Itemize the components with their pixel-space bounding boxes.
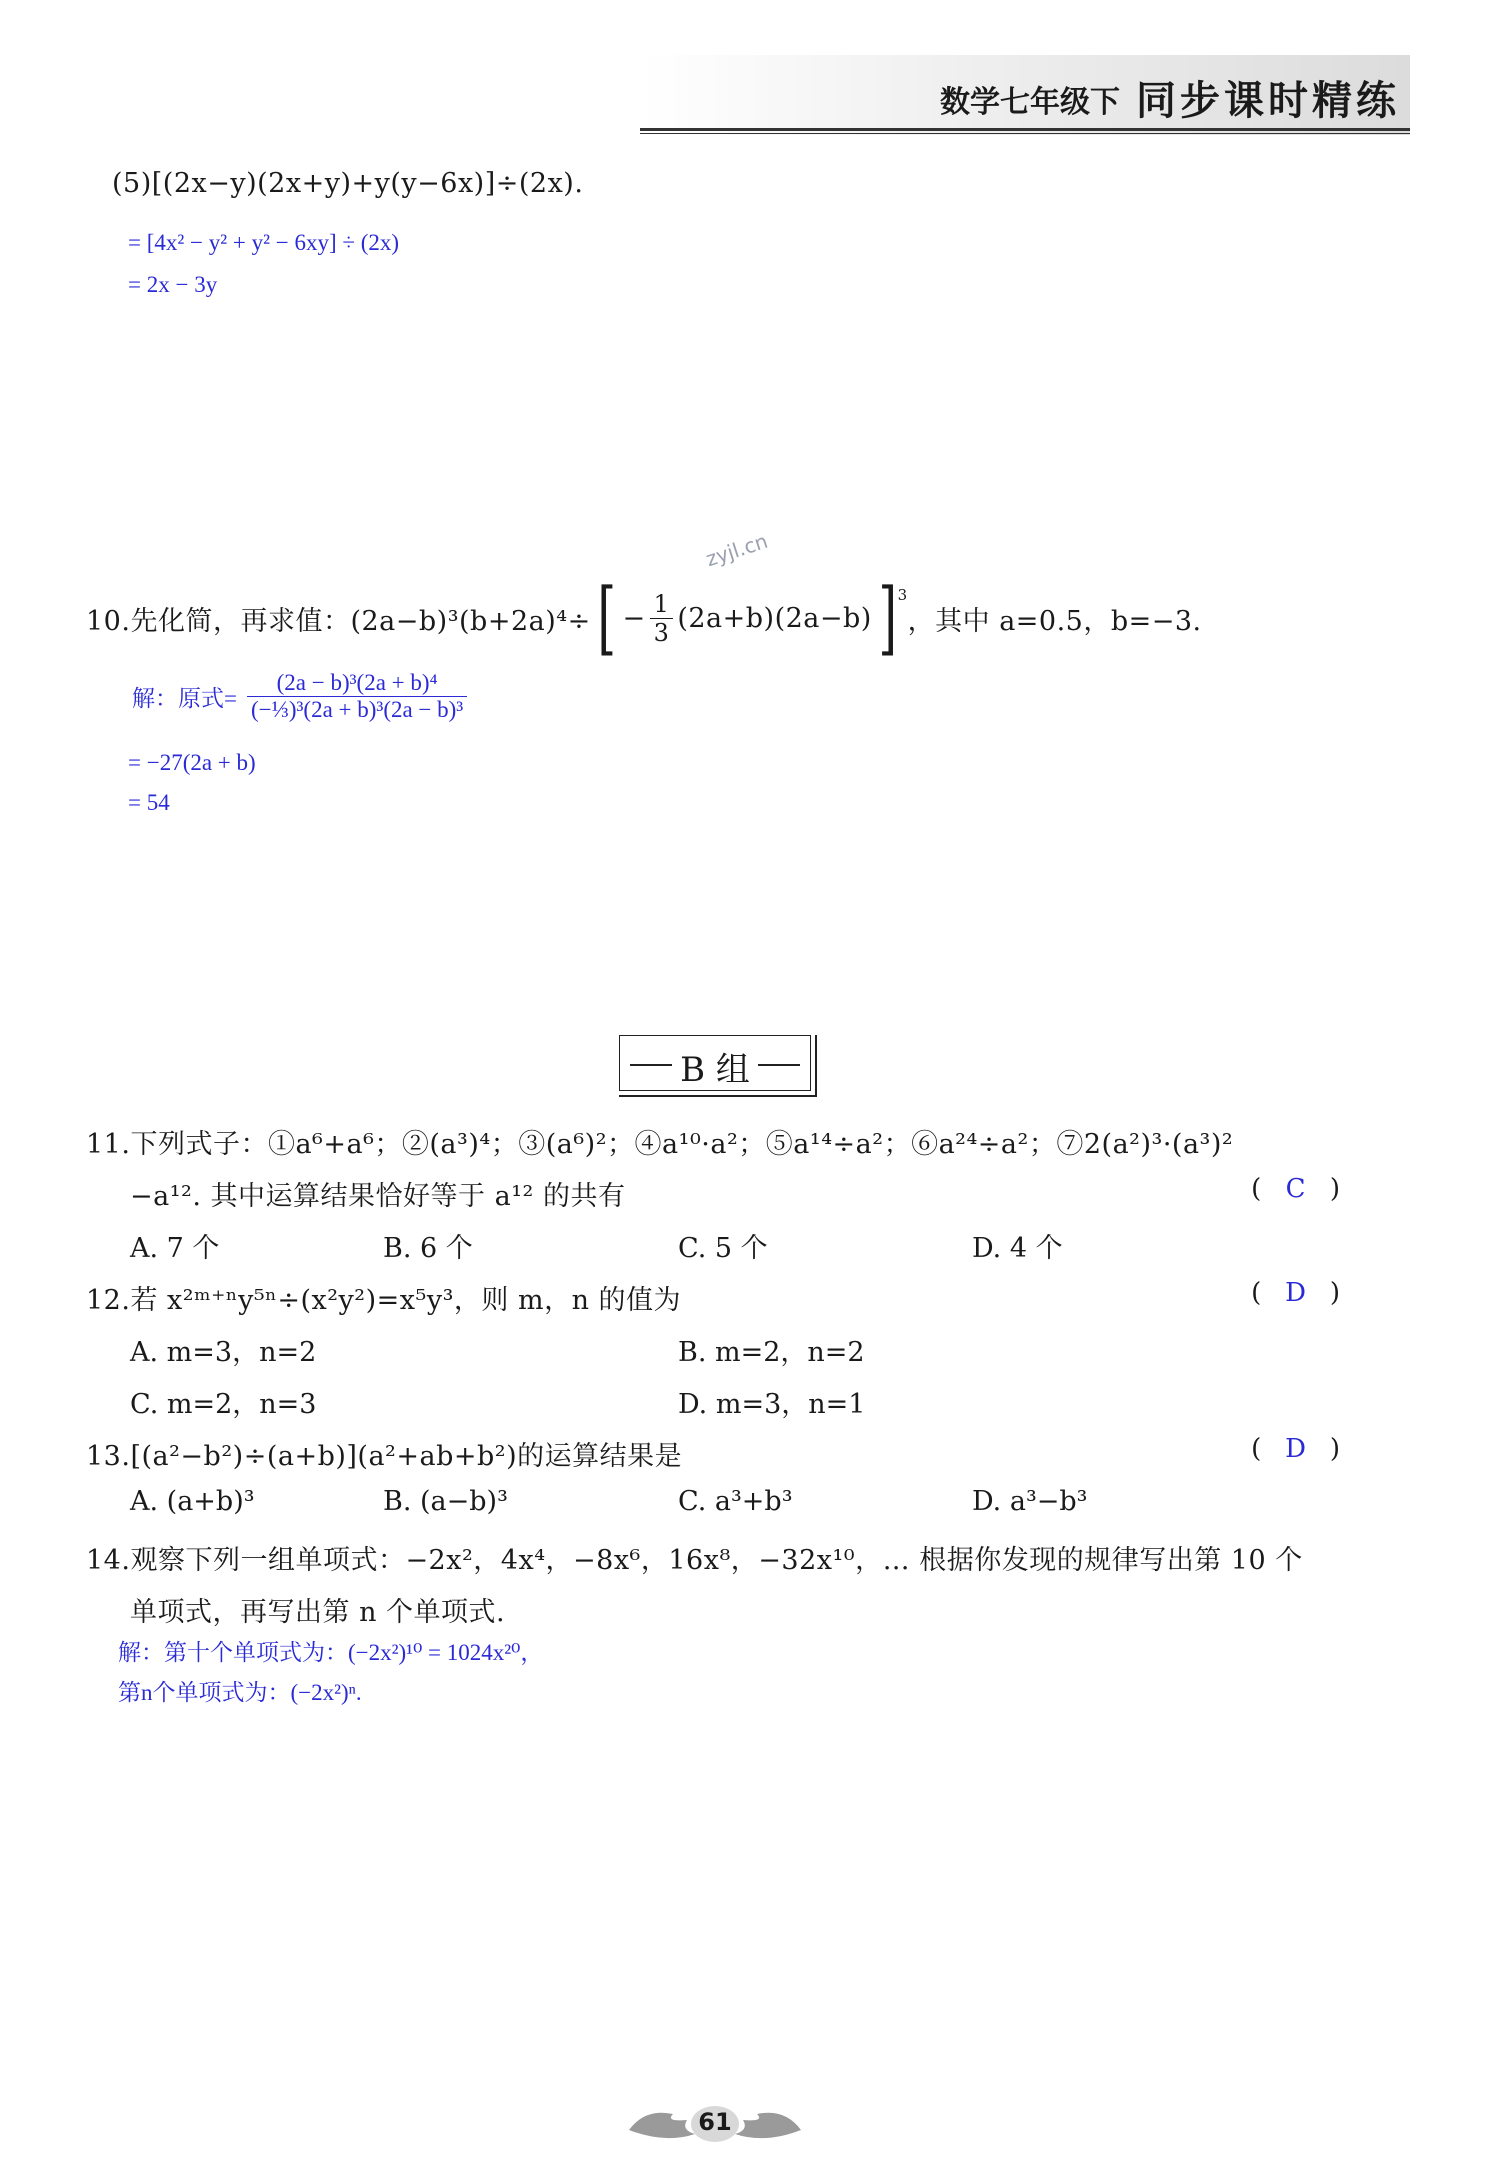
q13-option-b: B. (a−b)³ — [383, 1486, 508, 1517]
q12-answer: D — [1285, 1278, 1306, 1308]
q11-answer: C — [1285, 1174, 1306, 1204]
question-14-line2: 单项式，再写出第 n 个单项式. — [130, 1597, 506, 1628]
q11-option-b: B. 6 个 — [383, 1233, 473, 1264]
q12-option-c: C. m=2，n=3 — [130, 1389, 317, 1420]
page-footer — [625, 2100, 805, 2148]
q10-bracket-open: [ — [597, 571, 617, 664]
problem-5-question: (5)[(2x−y)(2x+y)+y(y−6x)]÷(2x). — [112, 168, 584, 199]
q13-answer-box: ( D ) — [1251, 1434, 1340, 1464]
q14-answer-line1: 解：第十个单项式为：(−2x²)¹⁰ = 1024x²⁰， — [118, 1640, 544, 1665]
question-12: 12.若 x²ᵐ⁺ⁿy⁵ⁿ÷(x²y²)=x⁵y³，则 m，n 的值为 — [86, 1285, 682, 1316]
q10-solution-label: 解：原式= — [132, 686, 237, 711]
page-header — [640, 55, 1410, 135]
header-rule — [640, 128, 1410, 131]
question-13: 13.[(a²−b²)÷(a+b)](a²+ab+b²)的运算结果是 — [86, 1441, 683, 1472]
q10-inner: (2a+b)(2a−b) — [677, 602, 872, 634]
q11-option-d: D. 4 个 — [972, 1233, 1063, 1264]
question-11-line2: −a¹². 其中运算结果恰好等于 a¹² 的共有 — [130, 1181, 626, 1212]
q10-solution-num: (2a − b)³(2a + b)⁴ — [247, 670, 467, 697]
watermark: zyjl.cn — [702, 528, 771, 572]
q10-suffix: ，其中 a=0.5，b=−3. — [907, 605, 1202, 637]
q12-answer-box: ( D ) — [1251, 1278, 1340, 1308]
q11-option-a: A. 7 个 — [130, 1233, 220, 1264]
header-subject: 数学七年级下 — [940, 85, 1120, 120]
header-title: 同步课时精练 — [1136, 78, 1400, 124]
section-heading-box — [619, 1035, 811, 1091]
q10-bracket-close: ] — [878, 571, 898, 664]
q10-frac-num: 1 — [650, 590, 674, 619]
problem-5-answer-line2: = 2x − 3y — [128, 272, 218, 297]
q11-option-c: C. 5 个 — [678, 1233, 768, 1264]
question-10 — [86, 571, 1202, 664]
q10-prefix: 10.先化简，再求值：(2a−b)³(b+2a)⁴÷ — [86, 605, 591, 637]
q10-solution-fraction — [247, 670, 467, 723]
q10-frac-den: 3 — [653, 618, 670, 647]
q10-minus: − — [622, 602, 646, 634]
section-dash-right — [758, 1064, 800, 1066]
problem-5-answer-line1: = [4x² − y² + y² − 6xy] ÷ (2x) — [128, 230, 400, 255]
q12-option-b: B. m=2，n=2 — [678, 1337, 865, 1368]
q10-solution-den: (−⅓)³(2a + b)³(2a − b)³ — [250, 697, 464, 722]
q13-answer: D — [1285, 1434, 1306, 1464]
section-heading — [619, 1035, 817, 1097]
q10-solution-line3: = 54 — [128, 790, 170, 815]
question-14-line1: 14.观察下列一组单项式：−2x²，4x⁴，−8x⁶，16x⁸，−32x¹⁰，… 根据你发现的规律写出第 10 个 — [86, 1545, 1303, 1576]
q13-option-c: C. a³+b³ — [678, 1486, 793, 1517]
q11-answer-box: ( C ) — [1251, 1174, 1340, 1204]
q10-fraction — [650, 590, 674, 647]
q10-solution — [132, 670, 467, 723]
q12-option-a: A. m=3，n=2 — [130, 1337, 317, 1368]
section-label: B 组 — [680, 1050, 750, 1090]
q13-option-d: D. a³−b³ — [972, 1486, 1088, 1517]
q13-option-a: A. (a+b)³ — [130, 1486, 255, 1517]
question-11-line1: 11.下列式子：①a⁶+a⁶；②(a³)⁴；③(a⁶)²；④a¹⁰·a²；⑤a¹⁴÷a²；⑥a²⁴÷a²；⑦2(a²)³·(a³)² — [86, 1129, 1234, 1160]
header-rule-thin — [640, 133, 1410, 134]
page-number: 61 — [698, 2108, 732, 2136]
q12-option-d: D. m=3，n=1 — [678, 1389, 866, 1420]
q10-exponent: 3 — [897, 586, 908, 604]
q10-solution-line2: = −27(2a + b) — [128, 750, 256, 775]
q14-answer-line2: 第n个单项式为：(−2x²)ⁿ. — [118, 1680, 362, 1705]
